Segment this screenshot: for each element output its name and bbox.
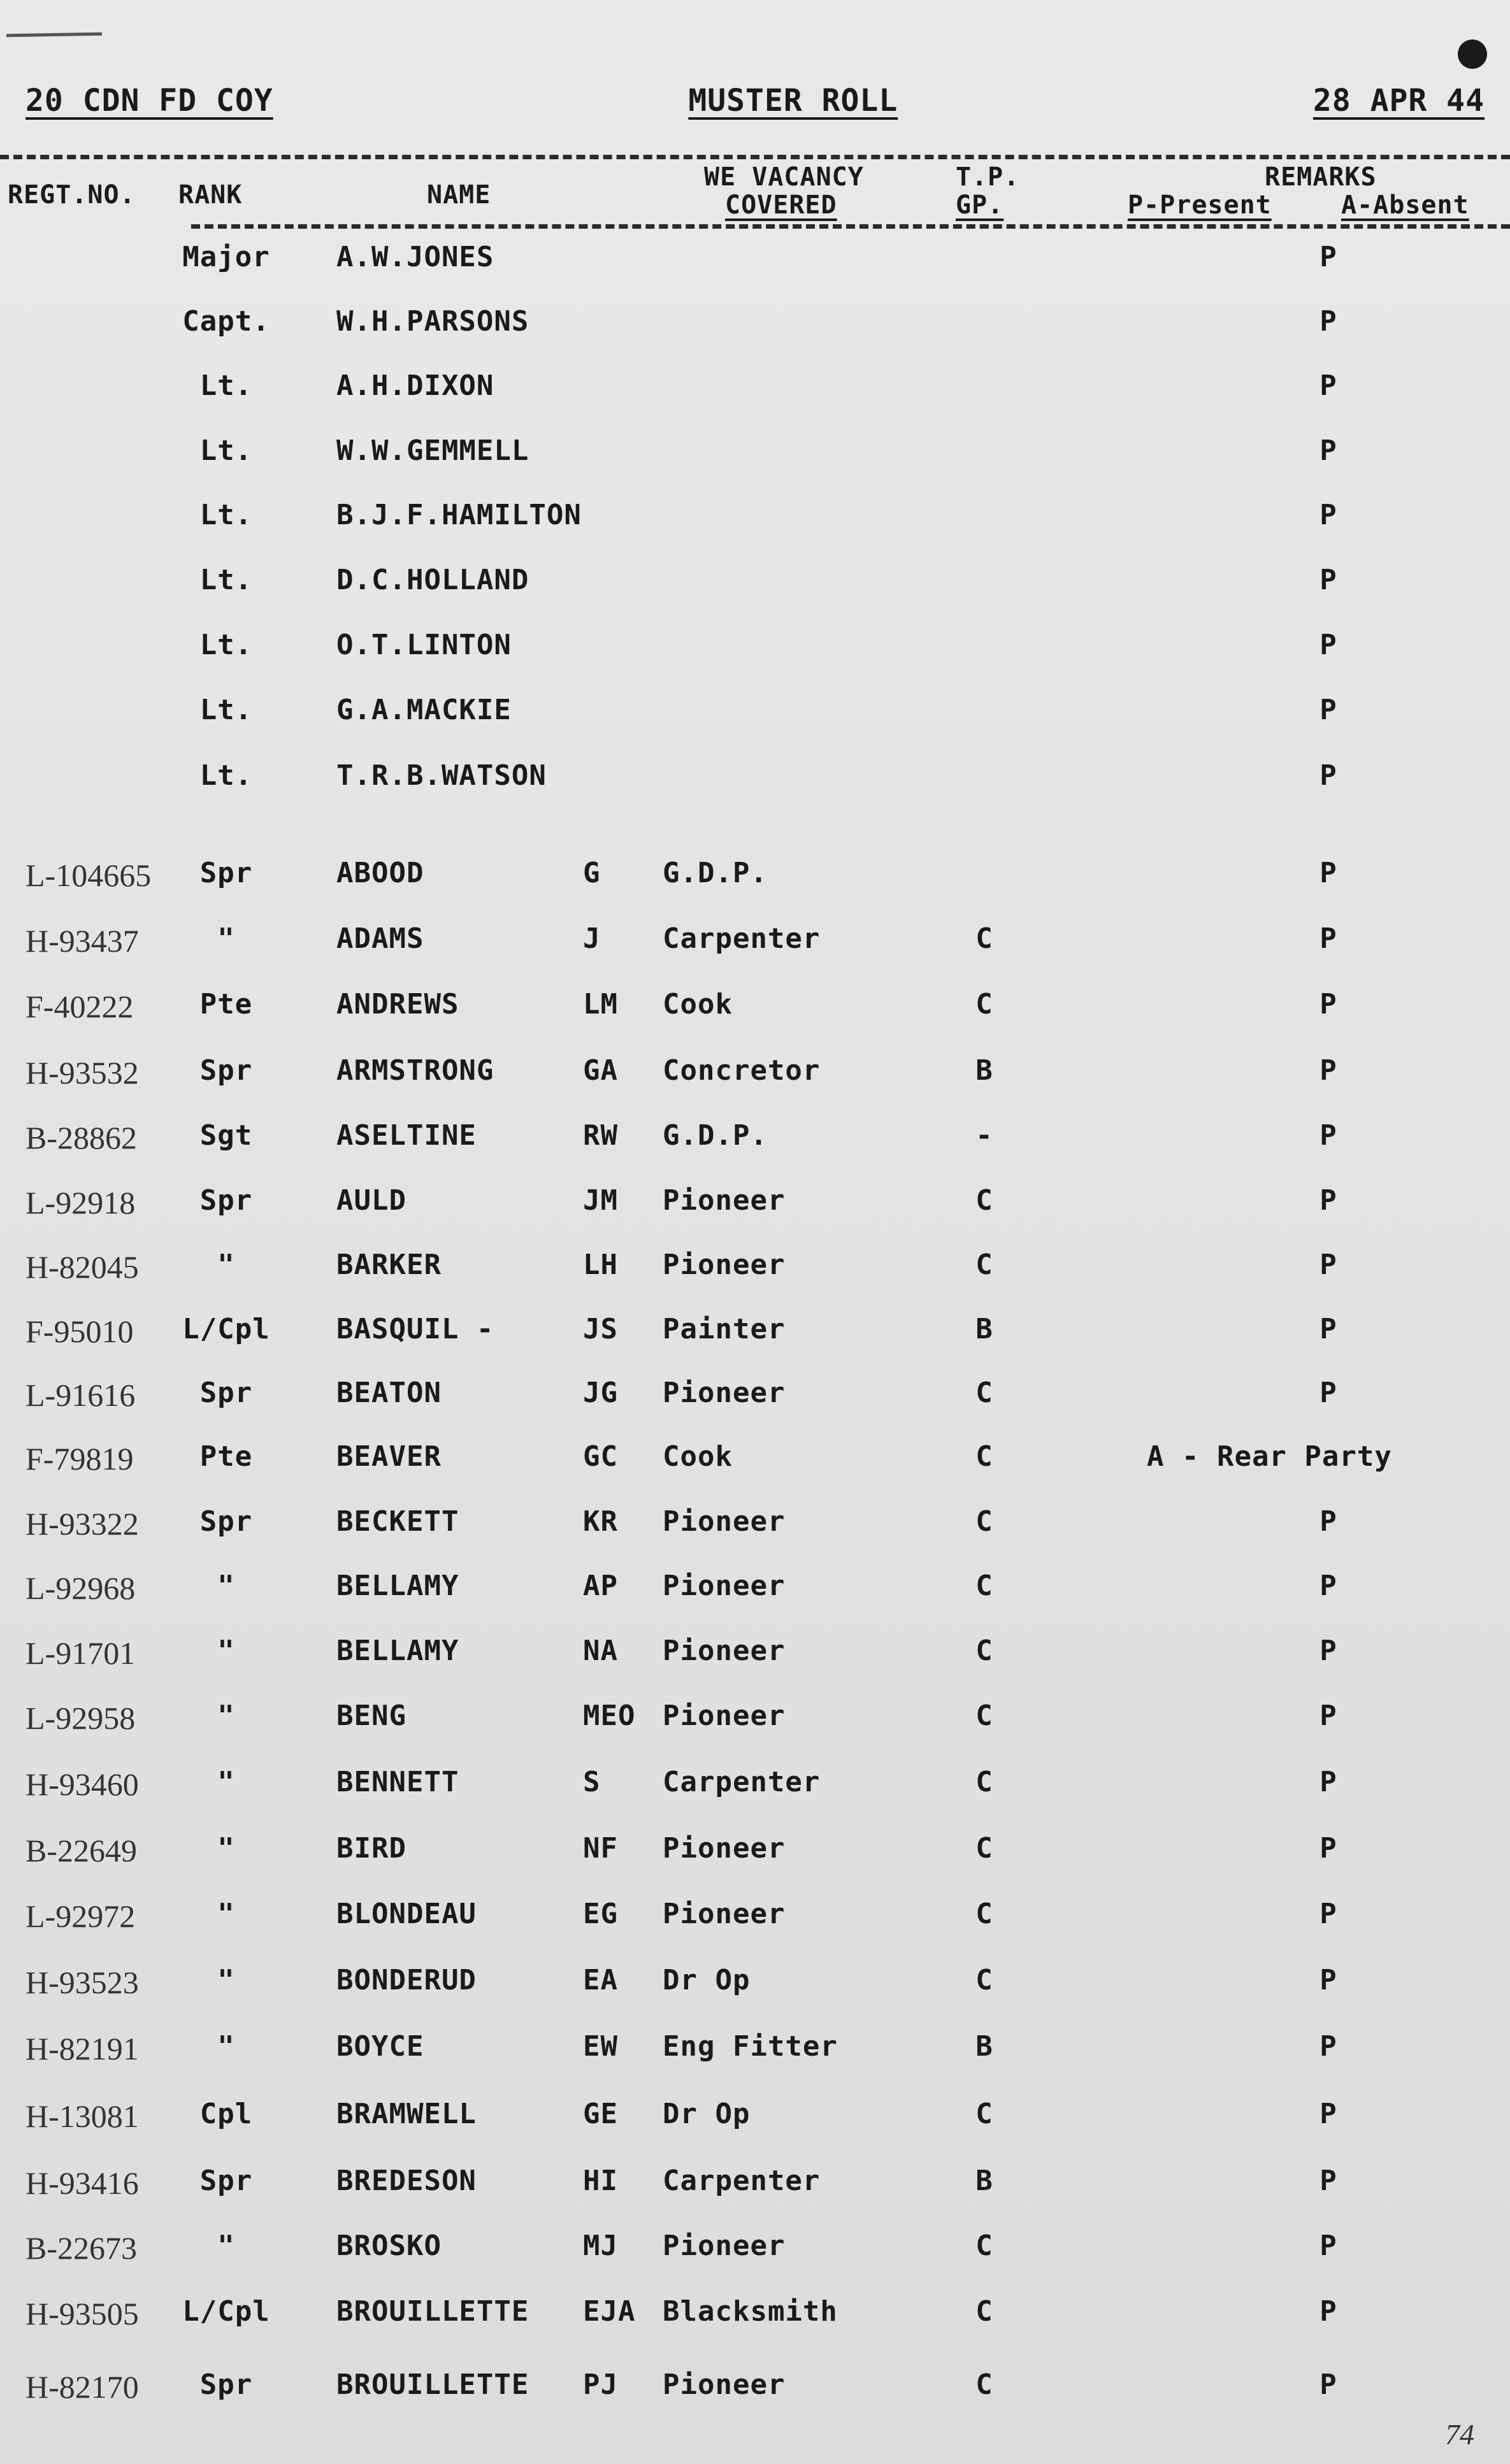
rank: Spr: [199, 1377, 253, 1409]
trade: Cook: [663, 1440, 733, 1473]
remark: P: [1319, 629, 1337, 661]
remark: P: [1319, 694, 1337, 726]
surname: BOYCE: [336, 2030, 424, 2063]
personnel-row: [0, 1054, 1510, 1112]
initials: HI: [583, 2165, 618, 2197]
tp-group: C: [975, 1766, 993, 1798]
roll-date: 28 APR 44: [1312, 83, 1485, 118]
personnel-row: [0, 1313, 1510, 1370]
remark: P: [1319, 564, 1337, 596]
personnel-row: [0, 2230, 1510, 2287]
remark: P: [1319, 922, 1337, 955]
col-we-covered: COVERED: [725, 190, 837, 220]
surname: BELLAMY: [336, 1635, 459, 1667]
surname: BROSKO: [336, 2230, 442, 2262]
initials: JG: [583, 1377, 618, 1409]
personnel-row: [0, 857, 1510, 914]
name: A.W.JONES: [336, 241, 494, 273]
rank: ": [217, 1570, 235, 1602]
regt-no: H-82045: [25, 1249, 139, 1285]
remark: P: [1319, 2030, 1337, 2063]
personnel-row: [0, 1635, 1510, 1692]
trade: Concretor: [663, 1054, 821, 1087]
regt-no: B-28862: [25, 1120, 137, 1156]
officer-row: [0, 629, 1510, 686]
rank: ": [217, 1635, 235, 1667]
officer-row: [0, 369, 1510, 427]
rank: ": [217, 1700, 235, 1732]
rank: Lt.: [199, 759, 253, 792]
trade: G.D.P.: [663, 857, 768, 889]
initials: EJA: [583, 2295, 636, 2328]
tp-group: C: [975, 2230, 993, 2262]
rank: ": [217, 2030, 235, 2063]
surname: BEAVER: [336, 1440, 442, 1473]
regt-no: F-95010: [25, 1314, 134, 1349]
remark: P: [1319, 1635, 1337, 1667]
tp-group: -: [975, 1119, 993, 1152]
rank: Spr: [199, 1184, 253, 1217]
remark: P: [1319, 857, 1337, 889]
name: T.R.B.WATSON: [336, 759, 547, 792]
tp-group: C: [975, 988, 993, 1021]
surname: BARKER: [336, 1249, 442, 1281]
remark: P: [1319, 2165, 1337, 2197]
surname: BASQUIL -: [336, 1313, 494, 1345]
tp-group: C: [975, 1249, 993, 1281]
surname: BIRD: [336, 1832, 406, 1865]
regt-no: B-22673: [25, 2230, 137, 2266]
regt-no: H-93322: [25, 1506, 139, 1542]
personnel-row: [0, 1898, 1510, 1955]
tp-group: C: [975, 2295, 993, 2328]
remarks-key-absent: A-Absent: [1341, 190, 1469, 220]
tp-group: C: [975, 1832, 993, 1865]
personnel-row: [0, 2030, 1510, 2088]
remark: P: [1319, 1898, 1337, 1930]
trade: Pioneer: [663, 1635, 786, 1667]
personnel-row: [0, 1119, 1510, 1177]
rank: Spr: [199, 1505, 253, 1538]
col-regt-no: REGT.NO.: [8, 180, 136, 210]
col-we-vacancy: WE VACANCY: [704, 162, 864, 192]
col-tp-gp: GP.: [956, 190, 1004, 220]
remark: P: [1319, 1570, 1337, 1602]
initials: MJ: [583, 2230, 618, 2262]
page-number: 74: [1445, 2418, 1474, 2451]
officer-row: [0, 694, 1510, 751]
tp-group: C: [975, 1570, 993, 1602]
regt-no: L-92972: [25, 1898, 136, 1934]
trade: Pioneer: [663, 1832, 786, 1865]
regt-no: F-79819: [25, 1441, 134, 1477]
initials: S: [583, 1766, 601, 1798]
initials: NA: [583, 1635, 618, 1667]
rank: Lt.: [199, 434, 253, 467]
regt-no: L-92968: [25, 1570, 136, 1606]
trade: Pioneer: [663, 1700, 786, 1732]
initials: EW: [583, 2030, 618, 2063]
rank: ": [217, 922, 235, 955]
rank: ": [217, 1964, 235, 1996]
surname: BEATON: [336, 1377, 442, 1409]
officer-row: [0, 499, 1510, 556]
tp-group: C: [975, 1700, 993, 1732]
initials: JM: [583, 1184, 618, 1217]
remark: P: [1319, 1054, 1337, 1087]
remark: P: [1319, 1119, 1337, 1152]
col-name: NAME: [427, 180, 491, 210]
rank: Pte: [199, 1440, 253, 1473]
surname: ANDREWS: [336, 988, 459, 1021]
personnel-row: [0, 1570, 1510, 1627]
trade: Pioneer: [663, 1249, 786, 1281]
trade: Dr Op: [663, 2098, 751, 2130]
surname: AULD: [336, 1184, 406, 1217]
personnel-row: [0, 1249, 1510, 1306]
name: A.H.DIXON: [336, 369, 494, 402]
remark: P: [1319, 988, 1337, 1021]
rank: Pte: [199, 988, 253, 1021]
remark: P: [1319, 2368, 1337, 2401]
remark: P: [1319, 1313, 1337, 1345]
trade: Dr Op: [663, 1964, 751, 1996]
initials: GE: [583, 2098, 618, 2130]
rank: L/Cpl: [182, 1313, 270, 1345]
personnel-row: [0, 2368, 1510, 2426]
personnel-row: [0, 2098, 1510, 2155]
remark: P: [1319, 759, 1337, 792]
initials: LM: [583, 988, 618, 1021]
trade: Pioneer: [663, 1184, 786, 1217]
remark: P: [1319, 1964, 1337, 1996]
surname: BELLAMY: [336, 1570, 459, 1602]
remark: P: [1319, 305, 1337, 338]
remark: P: [1319, 1377, 1337, 1409]
col-tp: T.P.: [956, 162, 1020, 192]
surname: ADAMS: [336, 922, 424, 955]
regt-no: H-13081: [25, 2098, 139, 2134]
initials: J: [583, 922, 601, 955]
remark: P: [1319, 2098, 1337, 2130]
rank: ": [217, 1249, 235, 1281]
tp-group: B: [975, 1054, 993, 1087]
surname: BROUILLETTE: [336, 2368, 529, 2401]
rank: Spr: [199, 2368, 253, 2401]
officer-row: [0, 305, 1510, 362]
personnel-row: [0, 1184, 1510, 1242]
remark: P: [1319, 369, 1337, 402]
regt-no: H-93523: [25, 1965, 139, 2000]
surname: BROUILLETTE: [336, 2295, 529, 2328]
remark: A - Rear Party: [1147, 1440, 1392, 1473]
trade: Carpenter: [663, 1766, 821, 1798]
initials: NF: [583, 1832, 618, 1865]
tp-group: C: [975, 1898, 993, 1930]
regt-no: L-91701: [25, 1635, 136, 1671]
rank: Lt.: [199, 369, 253, 402]
tp-group: C: [975, 2098, 993, 2130]
surname: BONDERUD: [336, 1964, 477, 1996]
surname: ARMSTRONG: [336, 1054, 494, 1087]
rank: Lt.: [199, 564, 253, 596]
regt-no: H-93460: [25, 1766, 139, 1802]
surname: ABOOD: [336, 857, 424, 889]
officer-row: [0, 759, 1510, 817]
trade: Eng Fitter: [663, 2030, 838, 2063]
tp-group: C: [975, 1440, 993, 1473]
trade: Pioneer: [663, 2230, 786, 2262]
initials: EA: [583, 1964, 618, 1996]
remark: P: [1319, 434, 1337, 467]
personnel-row: [0, 1832, 1510, 1889]
trade: Blacksmith: [663, 2295, 838, 2328]
personnel-row: [0, 2165, 1510, 2222]
remark: P: [1319, 1766, 1337, 1798]
initials: EG: [583, 1898, 618, 1930]
tp-group: C: [975, 1964, 993, 1996]
surname: BENG: [336, 1700, 406, 1732]
rank: Lt.: [199, 499, 253, 531]
tp-group: C: [975, 1505, 993, 1538]
regt-no: H-93532: [25, 1055, 139, 1091]
trade: Pioneer: [663, 1377, 786, 1409]
rank: Spr: [199, 2165, 253, 2197]
personnel-row: [0, 1964, 1510, 2021]
remark: P: [1319, 241, 1337, 273]
personnel-row: [0, 1700, 1510, 1757]
trade: Cook: [663, 988, 733, 1021]
officer-row: [0, 434, 1510, 492]
regt-no: B-22649: [25, 1833, 137, 1868]
initials: AP: [583, 1570, 618, 1602]
remark: P: [1319, 2295, 1337, 2328]
regt-no: H-93505: [25, 2296, 139, 2331]
personnel-row: [0, 1505, 1510, 1563]
regt-no: H-82170: [25, 2369, 139, 2405]
name: W.H.PARSONS: [336, 305, 529, 338]
initials: RW: [583, 1119, 618, 1152]
trade: Carpenter: [663, 922, 821, 955]
initials: MEO: [583, 1700, 636, 1732]
initials: G: [583, 857, 601, 889]
personnel-row: [0, 988, 1510, 1045]
rank: Spr: [199, 857, 253, 889]
document-title: MUSTER ROLL: [688, 83, 898, 118]
personnel-row: [0, 1766, 1510, 1823]
surname: BECKETT: [336, 1505, 459, 1538]
tp-group: C: [975, 2368, 993, 2401]
tp-group: C: [975, 1184, 993, 1217]
name: G.A.MACKIE: [336, 694, 512, 726]
initials: KR: [583, 1505, 618, 1538]
remark: P: [1319, 1832, 1337, 1865]
rank: Lt.: [199, 629, 253, 661]
personnel-row: [0, 1377, 1510, 1434]
rank: ": [217, 1832, 235, 1865]
initials: PJ: [583, 2368, 618, 2401]
unit-name: 20 CDN FD COY: [25, 83, 273, 118]
trade: Pioneer: [663, 1570, 786, 1602]
rank: Lt.: [199, 694, 253, 726]
tp-group: C: [975, 922, 993, 955]
col-remarks: REMARKS: [1265, 162, 1377, 192]
regt-no: L-92918: [25, 1185, 136, 1221]
remarks-key-present: P-Present: [1128, 190, 1272, 220]
remark: P: [1319, 1249, 1337, 1281]
remark: P: [1319, 2230, 1337, 2262]
personnel-row: [0, 922, 1510, 980]
rank: Major: [182, 241, 270, 273]
tp-group: C: [975, 1635, 993, 1667]
rank: Capt.: [182, 305, 270, 338]
initials: GA: [583, 1054, 618, 1087]
name: B.J.F.HAMILTON: [336, 499, 582, 531]
initials: LH: [583, 1249, 618, 1281]
rank: ": [217, 1898, 235, 1930]
trade: G.D.P.: [663, 1119, 768, 1152]
tp-group: B: [975, 2165, 993, 2197]
name: O.T.LINTON: [336, 629, 512, 661]
regt-no: L-104665: [25, 857, 152, 893]
trade: Pioneer: [663, 1505, 786, 1538]
rank: Cpl: [199, 2098, 253, 2130]
surname: BRAMWELL: [336, 2098, 477, 2130]
regt-no: L-91616: [25, 1377, 136, 1413]
trade: Carpenter: [663, 2165, 821, 2197]
initials: JS: [583, 1313, 618, 1345]
tp-group: C: [975, 1377, 993, 1409]
rank: ": [217, 2230, 235, 2262]
remark: P: [1319, 1184, 1337, 1217]
regt-no: H-93416: [25, 2165, 139, 2201]
trade: Pioneer: [663, 2368, 786, 2401]
regt-no: H-93437: [25, 923, 139, 959]
tp-group: B: [975, 1313, 993, 1345]
rank: ": [217, 1766, 235, 1798]
officer-row: [0, 241, 1510, 298]
tp-group: B: [975, 2030, 993, 2063]
name: W.W.GEMMELL: [336, 434, 529, 467]
surname: BREDESON: [336, 2165, 477, 2197]
trade: Pioneer: [663, 1898, 786, 1930]
initials: GC: [583, 1440, 618, 1473]
surname: BLONDEAU: [336, 1898, 477, 1930]
regt-no: H-82191: [25, 2031, 139, 2066]
name: D.C.HOLLAND: [336, 564, 529, 596]
regt-no: L-92958: [25, 1700, 136, 1736]
regt-no: F-40222: [25, 989, 134, 1024]
rank: Sgt: [199, 1119, 253, 1152]
surname: BENNETT: [336, 1766, 459, 1798]
remark: P: [1319, 1505, 1337, 1538]
officer-row: [0, 564, 1510, 621]
col-rank: RANK: [178, 180, 243, 210]
remark: P: [1319, 499, 1337, 531]
remark: P: [1319, 1700, 1337, 1732]
personnel-row: [0, 2295, 1510, 2353]
surname: ASELTINE: [336, 1119, 477, 1152]
trade: Painter: [663, 1313, 786, 1345]
personnel-row: [0, 1440, 1510, 1498]
rank: L/Cpl: [182, 2295, 270, 2328]
rank: Spr: [199, 1054, 253, 1087]
